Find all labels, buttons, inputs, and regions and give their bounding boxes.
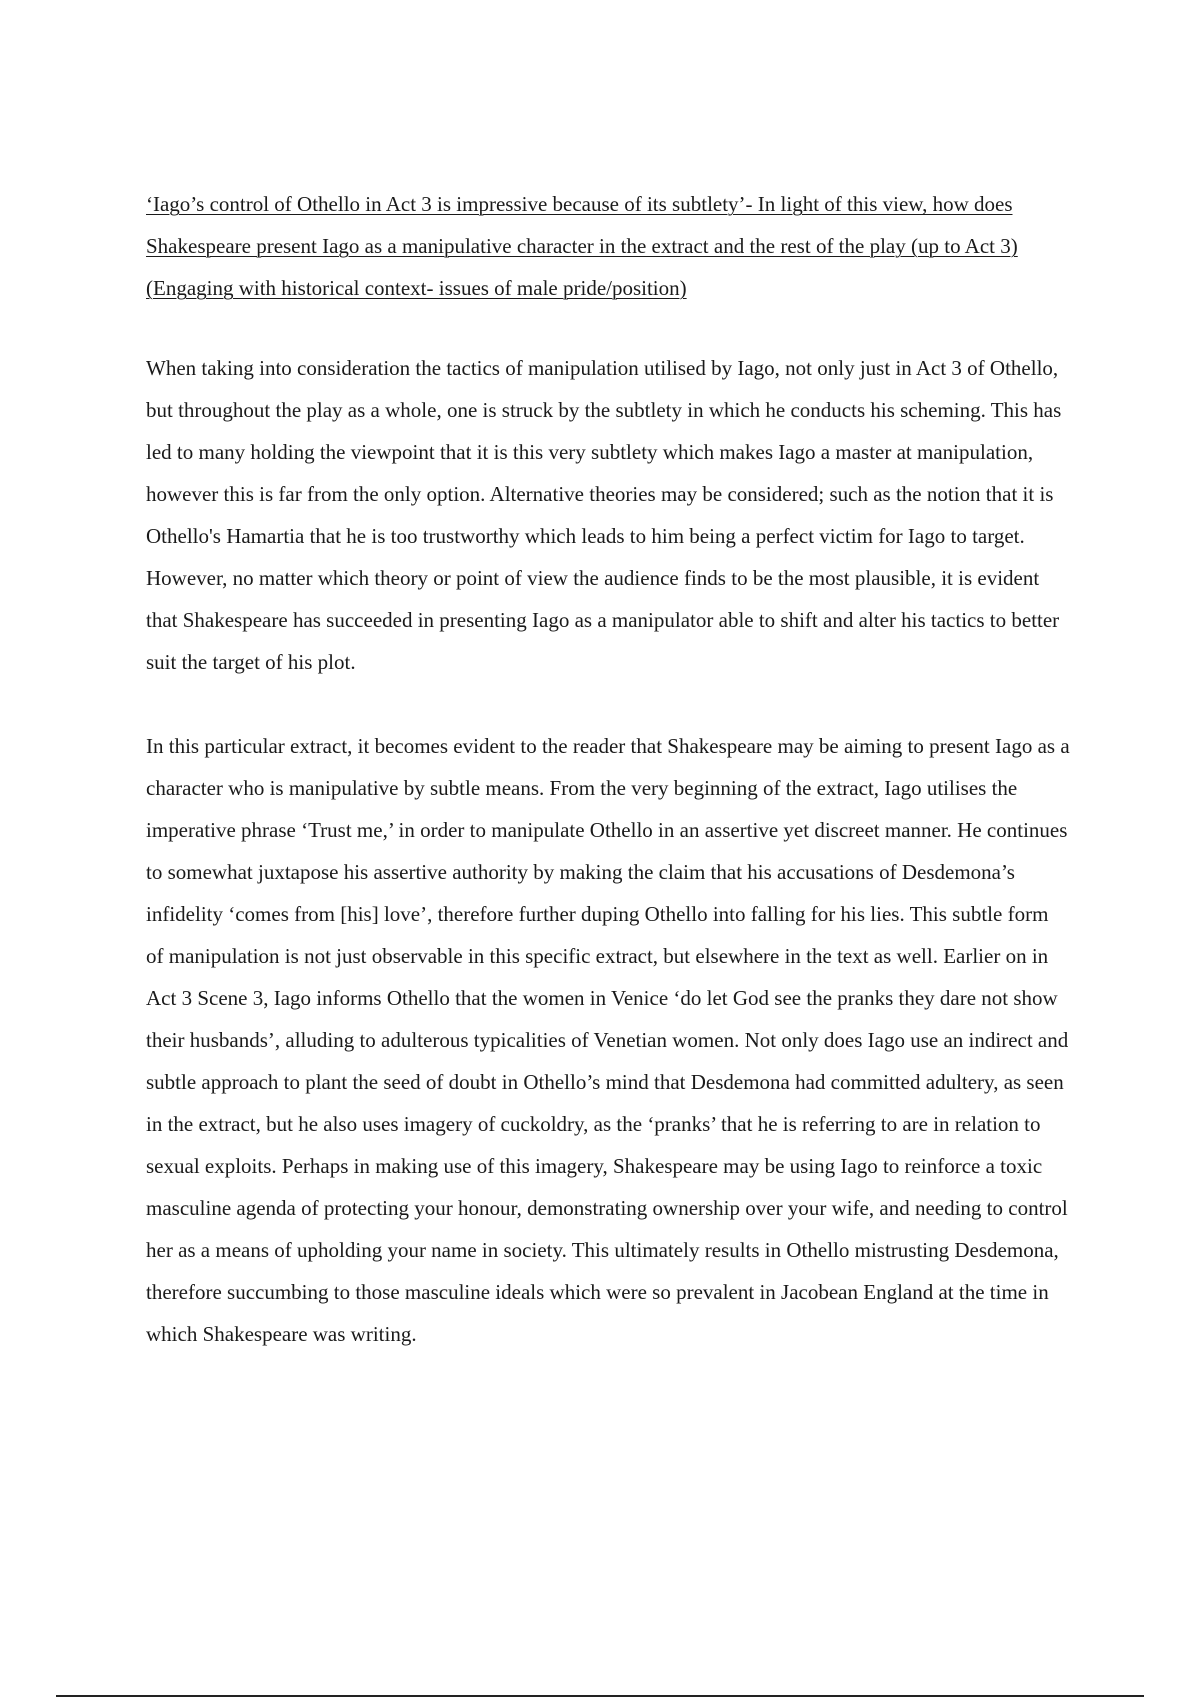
paragraph-extract-analysis: In this particular extract, it becomes evident to the reader that Shakespeare may be aiming to present Iago as a character who is manipulative by subtle means. From the very beginning of the extract, Iago utilises the imperative phrase ‘Trust me,’ in order to manipulate Othello in an assertive yet discreet manner. He continues to somewhat juxtapose his assertive authority by making the claim that his accusations of Desdemona’s infidelity ‘comes from [his] love’, therefore further duping Othello into falling for his lies. This subtle form of manipulation is not just observable in this specific extract, but elsewhere in the text as well. Earlier on in Act 3 Scene 3, Iago informs Othello that the women in Venice ‘do let God see the pranks they dare not show their husbands’, alluding to adulterous typicalities of Venetian women. Not only does Iago use an indirect and subtle approach to plant the seed of doubt in Othello’s mind that Desdemona had committed adultery, as seen in the extract, but he also uses imagery of cuckoldry, as the ‘pranks’ that he is referring to are in relation to sexual exploits. Perhaps in making use of this imagery, Shakespeare may be using Iago to reinforce a toxic masculine agenda of protecting your honour, demonstrating ownership over your wife, and needing to control her as a means of upholding your name in society. This ultimately results in Othello mistrusting Desdemona, therefore succumbing to those masculine ideals which were so prevalent in Jacobean England at the time in which Shakespeare was writing. bbox=[146, 734, 1070, 1346]
paragraph-introduction: When taking into consideration the tactics of manipulation utilised by Iago, not only just in Act 3 of Othello, but throughout the play as a whole, one is struck by the subtlety in which he conducts his scheming. This has led to many holding the viewpoint that it is this very subtlety which makes Iago a master at manipulation, however this is far from the only option. Alternative theories may be considered; such as the notion that it is Othello's Hamartia that he is too trustworthy which leads to him being a perfect victim for Iago to target. However, no matter which theory or point of view the audience finds to be the most plausible, it is evident that Shakespeare has succeeded in presenting Iago as a manipulator able to shift and alter his tactics to better suit the target of his plot. bbox=[146, 356, 1062, 674]
spacer bbox=[146, 309, 1070, 347]
document-body bbox=[146, 183, 1070, 1355]
essay-question-title: ‘Iago’s control of Othello in Act 3 is impressive because of its subtlety’- In light of this view, how does Shakespeare present Iago as a manipulative character in the extract and the rest of the play (up to Act 3) (Engaging with historical context- issues of male pride/position) bbox=[146, 192, 1018, 300]
spacer bbox=[146, 683, 1070, 725]
page-bottom-divider bbox=[56, 1695, 1144, 1697]
